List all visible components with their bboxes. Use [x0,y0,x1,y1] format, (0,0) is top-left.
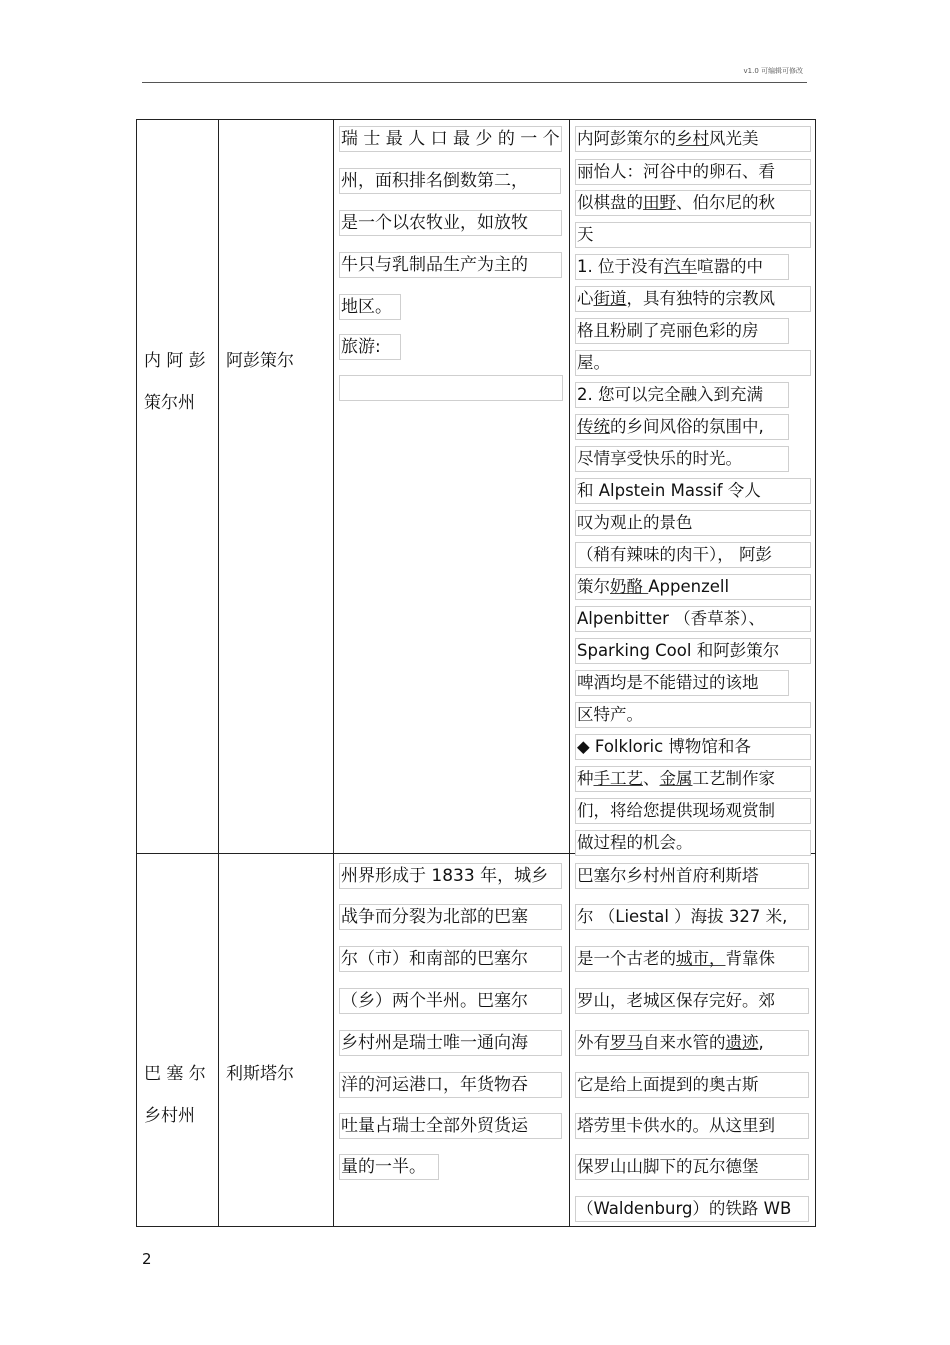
desc-line: 巴塞尔乡村州首府利斯塔 [575,863,809,889]
desc-line: 保罗山山脚下的瓦尔德堡 [575,1154,809,1180]
desc-line: 天 [575,222,811,248]
intro-line: 地区。 [339,294,401,320]
desc-line: 罗山，老城区保存完好。郊 [575,988,809,1014]
desc-line: 丽怡人：河谷中的卵石、看 [575,159,811,185]
desc-line: 区特产。 [575,702,811,728]
intro-line: 瑞 士 最 人 口 最 少 的 一 个 [339,126,562,152]
desc-line: （Waldenburg）的铁路 WB [575,1196,809,1222]
intro-line: 吐量占瑞士全部外贸货运 [339,1113,562,1139]
intro-line: 州界形成于 1833 年，城乡 [339,863,562,889]
desc-line: 传统的乡间风俗的氛围中, [575,414,789,440]
intro-line: 战争而分裂为北部的巴塞 [339,904,562,930]
intro-line: 是一个以农牧业，如放牧 [339,210,562,236]
desc-line: 1. 位于没有汽车喧嚣的中 [575,254,789,280]
desc-line: Alpenbitter （香草茶）、 [575,606,811,632]
page-number: 2 [142,1250,152,1268]
table-col-divider-2 [333,119,334,1227]
capital-name: 利斯塔尔 [226,1064,294,1084]
table-col-divider-3 [569,119,570,1227]
desc-line: 尔 （Liestal ）海拔 327 米, [575,904,809,930]
desc-line: 叹为观止的景色 [575,510,811,536]
desc-line: （稍有辣味的肉干）， 阿彭 [575,542,811,568]
desc-line: 心街道，具有独特的宗教风 [575,286,811,312]
canton-name [144,340,206,424]
intro-line: 乡村州是瑞士唯一通向海 [339,1030,562,1056]
intro-line: （乡）两个半州。巴塞尔 [339,988,562,1014]
intro-line: 州，面积排名倒数第二， [339,168,561,194]
desc-line: 塔劳里卡供水的。从这里到 [575,1113,809,1139]
canton-name [144,1053,206,1137]
table-border-bottom [136,1226,816,1227]
page-header [142,64,807,83]
intro-line: 旅游: [339,334,401,360]
desc-line: 尽情享受快乐的时光。 [575,446,789,472]
intro-line: 量的一半。 [339,1154,439,1180]
desc-line: 做过程的机会。 [575,830,811,856]
desc-line: 们，将给您提供现场观赏制 [575,798,811,824]
intro-line: 洋的河运港口，年货物吞 [339,1072,562,1098]
intro-line: 牛只与乳制品生产为主的 [339,252,562,278]
desc-line: 似棋盘的田野、伯尔尼的秋 [575,190,811,216]
intro-line [339,375,563,401]
desc-line: 屋。 [575,350,811,376]
desc-line: 啤酒均是不能错过的该地 [575,670,789,696]
desc-line: Sparking Cool 和阿彭策尔 [575,638,811,664]
desc-line: 是一个古老的城市，背靠侏 [575,946,809,972]
intro-line: 尔（市）和南部的巴塞尔 [339,946,562,972]
capital-name: 阿彭策尔 [226,351,294,371]
desc-line: 策尔奶酪 Appenzell [575,574,811,600]
table-border-top [136,119,816,120]
desc-line: 2. 您可以完全融入到充满 [575,382,789,408]
desc-line: 和 Alpstein Massif 令人 [575,478,811,504]
desc-line: 格且粉刷了亮丽色彩的房 [575,318,789,344]
desc-line: 内阿彭策尔的乡村风光美 [575,126,811,152]
canton-name-line: 巴 塞 尔 [144,1064,206,1084]
table-border-left [136,119,137,1227]
table-border-right [815,119,816,1227]
desc-line: 外有罗马自来水管的遗迹, [575,1030,809,1056]
header-text: v1.0 可编辑可修改 [743,67,803,75]
table-col-divider-1 [218,119,219,1227]
desc-line: 它是给上面提到的奥古斯 [575,1072,809,1098]
canton-name-line: 策尔州 [144,393,195,413]
canton-name-line: 内 阿 彭 [144,351,206,371]
desc-line: ◆ Folkloric 博物馆和各 [575,734,811,760]
desc-line: 种手工艺、金属工艺制作家 [575,766,811,792]
canton-name-line: 乡村州 [144,1106,195,1126]
